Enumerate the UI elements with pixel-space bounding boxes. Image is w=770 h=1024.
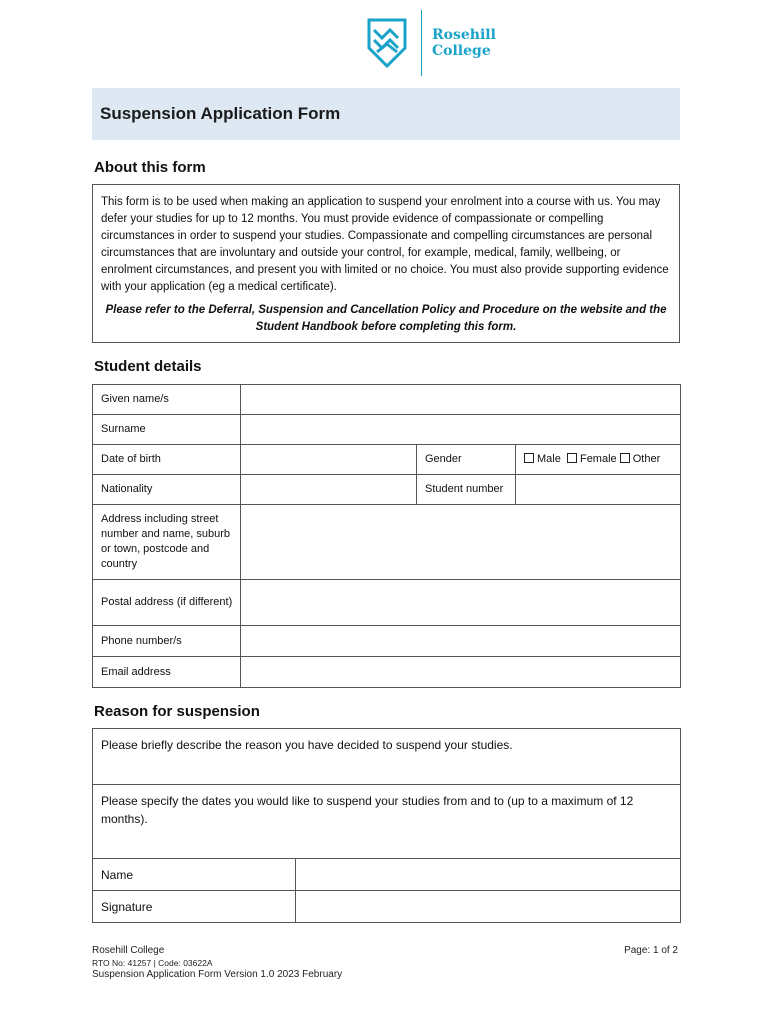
signature-field[interactable] — [296, 891, 681, 923]
footer-org: Rosehill College — [92, 945, 165, 956]
gender-label: Gender — [417, 445, 516, 475]
nationality-label: Nationality — [93, 475, 241, 505]
about-note: Please refer to the Deferral, Suspension and Cancellation Policy and Procedure on the website and the Student Handbook before completing this form. — [105, 304, 667, 333]
surname-label: Surname — [93, 415, 241, 445]
name-field[interactable] — [296, 859, 681, 891]
postal-address-label: Postal address (if different) — [93, 580, 241, 626]
page-title: Suspension Application Form — [92, 88, 680, 140]
suspension-dates-prompt: Please specify the dates you would like to suspend your studies from and to (up to a maximum of 12 months). — [101, 794, 634, 826]
reason-description-prompt: Please briefly describe the reason you have decided to suspend your studies. — [101, 738, 513, 752]
shield-logo-icon — [367, 18, 407, 68]
address-field[interactable] — [241, 505, 681, 580]
about-box — [92, 184, 680, 343]
surname-field[interactable] — [241, 415, 681, 445]
given-names-field[interactable] — [241, 385, 681, 415]
phone-field[interactable] — [241, 626, 681, 657]
footer — [92, 945, 342, 981]
student-details-table — [92, 384, 681, 688]
female-label: Female — [579, 453, 617, 465]
address-label: Address including street number and name, suburb or town, postcode and country — [93, 505, 241, 580]
female-checkbox[interactable] — [567, 453, 577, 463]
dob-field[interactable] — [241, 445, 417, 475]
name-label: Name — [93, 859, 296, 891]
about-body: This form is to be used when making an application to suspend your enrolment into a course with us. You may defer your studies for up to 12 months. You must provide evidence of compassionate or compelling circumstances in order to suspend your studies. Compassionate and compelling circumstances are personal circumstances that are involuntary and outside your control, for example, medical, family, wellbeing, or enrolment circumstances, and present you with limited or no choice. You must also provide supporting evidence with your application (eg a medical certificate). — [101, 196, 669, 293]
student-number-field[interactable] — [516, 475, 681, 505]
other-label: Other — [632, 453, 661, 465]
reason-heading: Reason for suspension — [94, 703, 260, 720]
reason-table — [92, 728, 681, 923]
email-field[interactable] — [241, 657, 681, 688]
signature-label: Signature — [93, 891, 296, 923]
given-names-label: Given name/s — [93, 385, 241, 415]
about-heading: About this form — [94, 159, 206, 176]
footer-version: Suspension Application Form Version 1.0 2023 February — [92, 969, 343, 980]
nationality-field[interactable] — [241, 475, 417, 505]
reason-description-field[interactable] — [93, 729, 681, 785]
gender-options — [516, 445, 681, 475]
logo-wordmark: Rosehill College — [432, 27, 496, 59]
student-number-label: Student number — [417, 475, 516, 505]
email-label: Email address — [93, 657, 241, 688]
page-number: Page: 1 of 2 — [624, 945, 678, 956]
male-label: Male — [537, 453, 561, 465]
logo-divider — [421, 10, 422, 76]
postal-address-field[interactable] — [241, 580, 681, 626]
phone-label: Phone number/s — [93, 626, 241, 657]
other-checkbox[interactable] — [620, 453, 630, 463]
college-logo — [367, 10, 496, 76]
student-details-heading: Student details — [94, 358, 202, 375]
suspension-dates-field[interactable] — [93, 785, 681, 859]
dob-label: Date of birth — [93, 445, 241, 475]
footer-codes: RTO No: 41257 | Code: 03622A — [92, 958, 213, 968]
male-checkbox[interactable] — [524, 453, 534, 463]
